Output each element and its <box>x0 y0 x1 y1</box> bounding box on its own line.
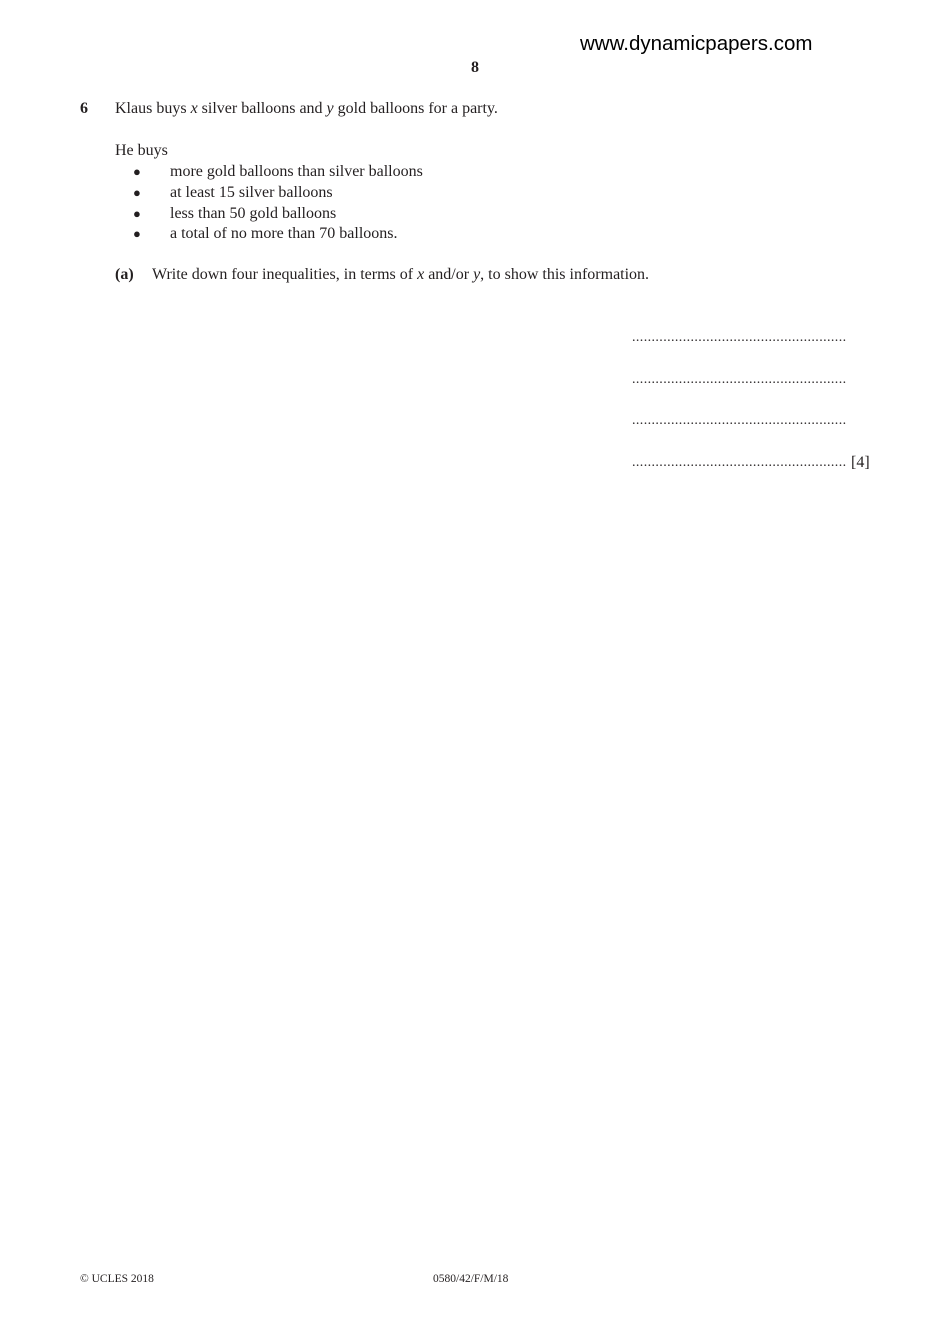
bullet-icon: ● <box>133 226 141 242</box>
website-url: www.dynamicpapers.com <box>580 32 813 55</box>
answer-line-4[interactable] <box>632 455 847 469</box>
marks-allocation: [4] <box>851 454 870 471</box>
answer-line-3[interactable] <box>632 413 847 427</box>
footer-copyright: © UCLES 2018 <box>80 1273 154 1285</box>
condition-text: a total of no more than 70 balloons. <box>170 225 398 243</box>
instruction-text-3: , to show this information. <box>480 266 650 283</box>
question-number: 6 <box>80 100 88 117</box>
condition-text: at least 15 silver balloons <box>170 183 333 201</box>
answer-line-2[interactable] <box>632 372 847 386</box>
variable-y: y <box>326 100 334 117</box>
part-a-instruction <box>152 266 649 284</box>
condition-text: more gold balloons than silver balloons <box>170 163 423 180</box>
answer-line-1[interactable] <box>632 330 847 344</box>
page-number: 8 <box>471 59 479 76</box>
condition-text: less than 50 gold balloons <box>170 204 337 222</box>
intro-text-3: gold balloons for a party. <box>333 100 498 117</box>
footer-paper-code: 0580/42/F/M/18 <box>433 1273 509 1285</box>
intro-text-2: silver balloons and <box>197 100 327 117</box>
instruction-text-2: and/or <box>424 266 474 283</box>
bullet-icon: ● <box>133 184 141 200</box>
variable-x: x <box>417 266 425 283</box>
intro-text-1: Klaus buys <box>115 100 191 117</box>
bullet-lead: He buys <box>115 142 168 159</box>
instruction-text-1: Write down four inequalities, in terms of <box>152 266 418 283</box>
question-intro <box>115 100 498 118</box>
bullet-icon: ● <box>133 164 141 179</box>
part-a-label: (a) <box>115 266 134 283</box>
bullet-icon: ● <box>133 205 141 221</box>
variable-x: x <box>190 100 198 117</box>
variable-y: y <box>473 266 481 283</box>
